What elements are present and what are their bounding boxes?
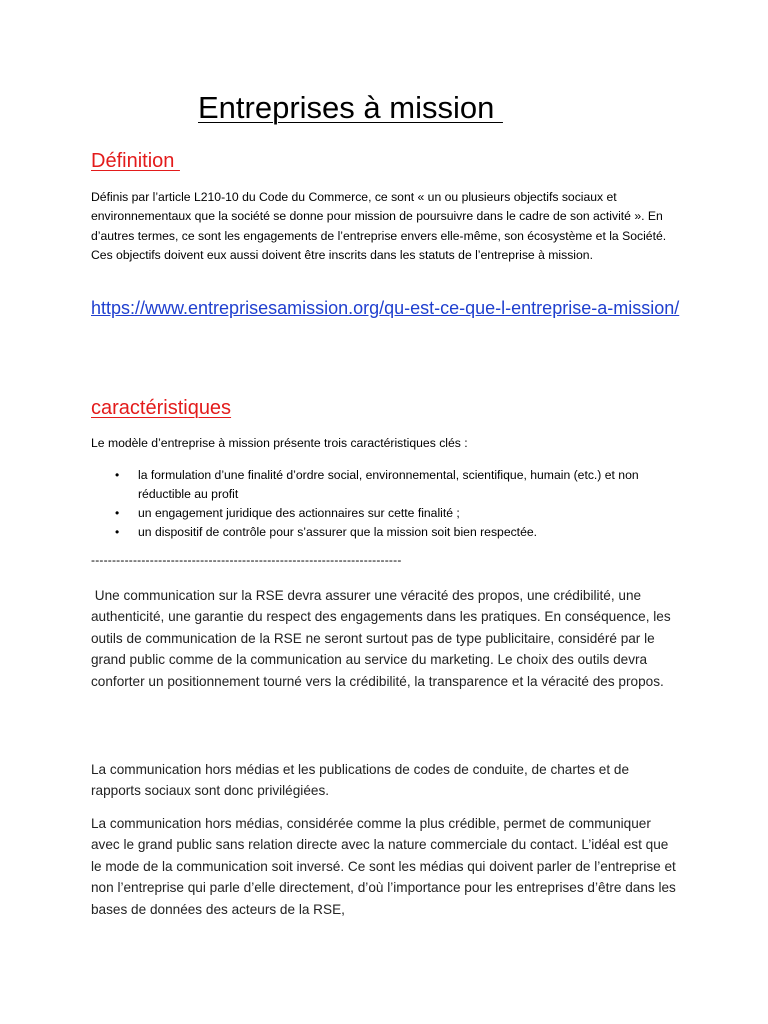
characteristics-intro: Le modèle d’entreprise à mission présente trois caractéristiques clés : (91, 436, 468, 450)
definition-heading: Définition (91, 150, 180, 172)
off-media-paragraph: La communication hors médias et les publications de codes de conduite, de chartes et de rapports sociaux sont donc privilégiées. (91, 762, 630, 799)
characteristics-list (91, 466, 681, 542)
definition-paragraph: Définis par l’article L210-10 du Code du Commerce, ce sont « un ou plusieurs objectifs sociaux et environnementaux que la société se donne pour mission de poursuivre dans le cadre de son activité ». En d’autres termes, ce sont les engagements de l’entreprise envers elle-même, son écosystème et la Société. Ces objectifs doivent eux aussi doivent être inscrits dans les statuts de l’entreprise à mission. (91, 190, 667, 263)
off-media-credibility-paragraph: La communication hors médias, considérée comme la plus crédible, permet de communiquer avec le grand public sans relation directe avec la nature commerciale du contact. L’idéal est que le mode de la communication soit inversé. Ce sont les médias qui doivent parler de l’entreprise et non l’entreprise qui parle d’elle directement, d’où l’importance pour les entreprises d’être dans les bases de données des acteurs de la RSE, (91, 816, 676, 917)
document-title: Entreprises à mission (198, 90, 503, 125)
list-item (91, 466, 681, 504)
list-item (91, 504, 681, 523)
dashed-separator: -------------------------------------------------------------------------- (91, 553, 402, 567)
bullet-icon: • (115, 468, 120, 482)
rse-communication-paragraph: Une communication sur la RSE devra assurer une véracité des propos, une crédibilité, une authenticité, une garantie du respect des engagements dans les pratiques. En conséquence, les outils de communication de la RSE ne seront surtout pas de type publicitaire, considéré par le grand public comme de la communication au service du marketing. Le choix des outils devra conforter un positionnement tourné vers la crédibilité, la transparence et la véracité des propos. (91, 588, 675, 689)
bullet-icon: • (115, 506, 120, 520)
list-item-text: un dispositif de contrôle pour s’assurer que la mission soit bien respectée. (138, 525, 538, 539)
list-item (91, 523, 681, 542)
list-item-text: la formulation d’une finalité d’ordre social, environnemental, scientifique, humain (etc.) et non réductible au profit (138, 468, 639, 501)
mission-link[interactable]: https://www.entreprisesamission.org/qu-est-ce-que-l-entreprise-a-mission/ (91, 298, 680, 318)
bullet-icon: • (115, 525, 120, 539)
characteristics-heading: caractéristiques (91, 397, 232, 419)
list-item-text: un engagement juridique des actionnaires sur cette finalité ; (138, 506, 460, 520)
